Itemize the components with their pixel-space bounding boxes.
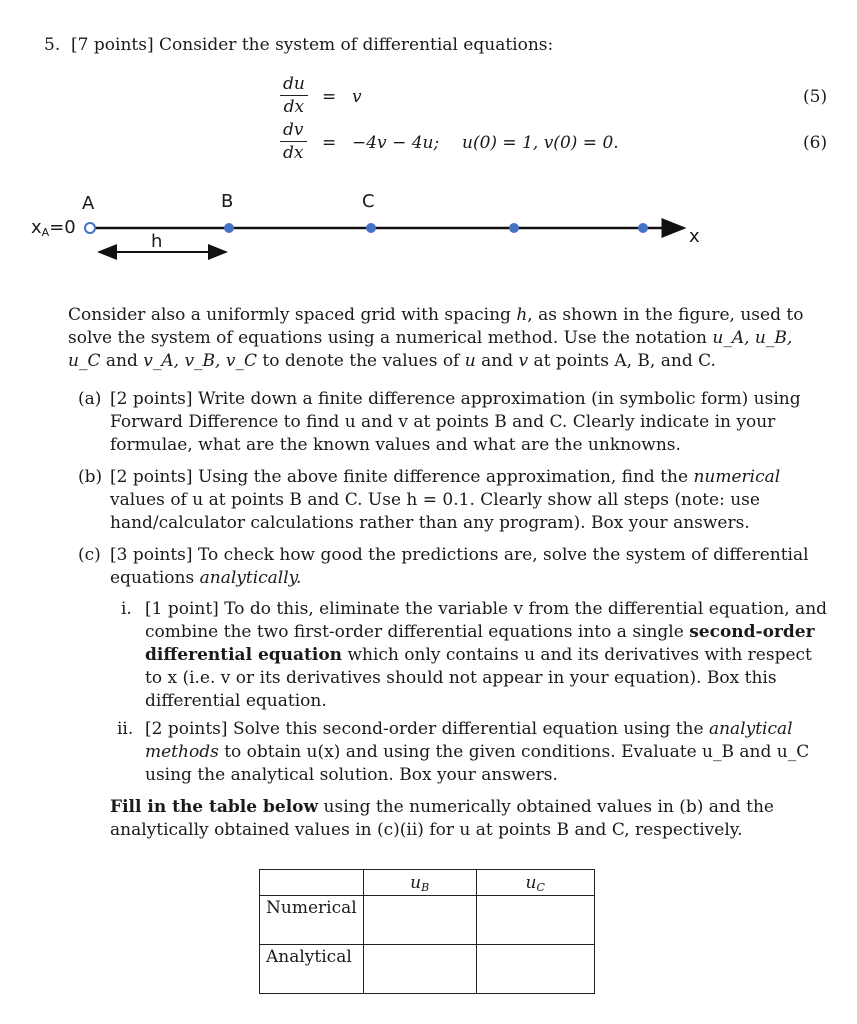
part-ci-bold: second-order differential equation [145,622,815,665]
part-c-points: [3 points] [110,545,193,565]
fill-bold: Fill in the table below [110,797,319,817]
cell-analytical-ub[interactable] [363,945,476,994]
question-points: [7 points] [71,35,154,55]
fill-instruction [110,796,830,842]
part-cii-label: ii. [117,719,134,739]
para-notation-u: u_A, u_B, u_C [68,328,793,371]
eq6-denominator: dx [283,143,304,163]
header-uc-u: u [525,872,537,893]
equation-5-lhs [280,73,308,118]
eq6-numerator: dv [280,119,307,142]
equation-6-tag: (6) [803,133,828,153]
part-b-t2: values of u at points B and C. Use h = 0.1. Clearly show all steps (note: use hand/calculator calculations rather than any program). Box your answers. [110,490,760,533]
label-c: C [362,191,375,212]
grid-point-5 [638,223,648,233]
grid-point-4 [509,223,519,233]
row-label-numerical: Numerical [260,896,364,945]
part-ci-points: [1 point] [145,599,219,619]
row-label-analytical: Analytical [260,945,364,994]
answer-table [259,869,595,994]
intro-paragraph [68,304,830,373]
part-a-points: [2 points] [110,389,193,409]
table-header-uc [476,870,594,896]
part-cii-points: [2 points] [145,719,228,739]
table-header-row [260,870,595,896]
part-cii-t2: to obtain u(x) and using the given conditions. Evaluate u_B and u_C using the analytical solution. Box your answers. [145,742,810,785]
part-cii-t1: Solve this second-order differential equation using the [232,719,709,739]
fill-rest: using the numerically obtained values in (b) and the analytically obtained values in (c)(ii) for u at points B and C, respectively. [110,797,774,840]
equation-6-equals: = [322,133,337,153]
axis-label: x [689,226,700,247]
equation-5-rhs: v [352,87,362,107]
grid-point-a [85,223,95,233]
question-header [44,34,553,57]
eq5-denominator: dx [283,97,305,117]
grid-point-b [224,223,234,233]
header-ub-u: u [410,872,422,893]
grid-point-c [366,223,376,233]
header-ub-sub: B [421,880,430,894]
header-uc-sub: C [536,880,545,894]
para-h: h [516,305,528,325]
grid-figure [0,185,857,265]
equation-6-lhs [280,119,307,164]
para-p3: to denote the values of [256,351,465,371]
table-row [260,945,595,994]
part-b-t1: Using the above finite difference approximation, find the [197,467,694,487]
para-v: v [518,351,529,371]
part-b-emph: numerical [693,467,781,487]
part-a-body [110,388,830,457]
part-b-label: (b) [78,467,103,487]
part-ci-t1: To do this, eliminate the variable v from the differential equation, and combine the two first-order differential equations into a single [145,599,828,642]
table-header-ub [363,870,476,896]
part-b-body [110,466,830,535]
part-c-t1: To check how good the predictions are, solve the system of differential equations [110,545,809,588]
para-p4: at points A, B, and C. [528,351,716,371]
label-b: B [221,191,234,212]
equation-6-condition: u(0) = 1, v(0) = 0. [462,133,619,153]
para-p2: , as shown in the figure, used to solve the system of equations using a numerical method. Use the notation [68,305,804,348]
table-row [260,896,595,945]
eq5-numerator: du [280,73,308,96]
equation-5-equals: = [322,87,337,107]
part-a-text: Write down a finite difference approximation (in symbolic form) using Forward Difference to find u and v at points B and C. Clearly indicate in your formulae, what are the known values and what are the unknowns. [110,389,801,455]
para-notation-v: v_A, v_B, v_C [143,351,257,371]
label-a: A [82,193,95,214]
part-cii-emph: analytical methods [145,719,793,762]
origin-sub: A [41,226,50,239]
part-ci-t2: which only contains u and its derivatives with respect to x (i.e. v or its derivatives should not appear in your equation). Box this differential equation. [145,645,812,711]
para-and2: and [475,351,519,371]
equation-6-rhs: −4v − 4u; [352,133,440,153]
equation-5-tag: (5) [803,87,828,107]
origin-value: =0 [49,217,76,238]
origin-x: x [31,217,42,238]
question-number: 5. [44,35,61,55]
origin-label [31,217,76,238]
cell-numerical-uc[interactable] [476,896,594,945]
question-intro: Consider the system of differential equations: [159,35,554,55]
para-u: u [464,351,476,371]
part-cii-body [145,718,830,787]
part-ci-body [145,598,830,713]
part-c-label: (c) [78,545,101,565]
part-a-label: (a) [78,389,102,409]
para-p1: Consider also a uniformly spaced grid with spacing [68,305,517,325]
cell-analytical-uc[interactable] [476,945,594,994]
part-c-emph: analytically. [199,568,302,588]
part-c-body [110,544,830,590]
cell-numerical-ub[interactable] [363,896,476,945]
para-and: and [100,351,144,371]
part-b-points: [2 points] [110,467,193,487]
spacing-label: h [151,231,163,252]
part-ci-label: i. [121,599,132,619]
table-corner-cell [260,870,364,896]
